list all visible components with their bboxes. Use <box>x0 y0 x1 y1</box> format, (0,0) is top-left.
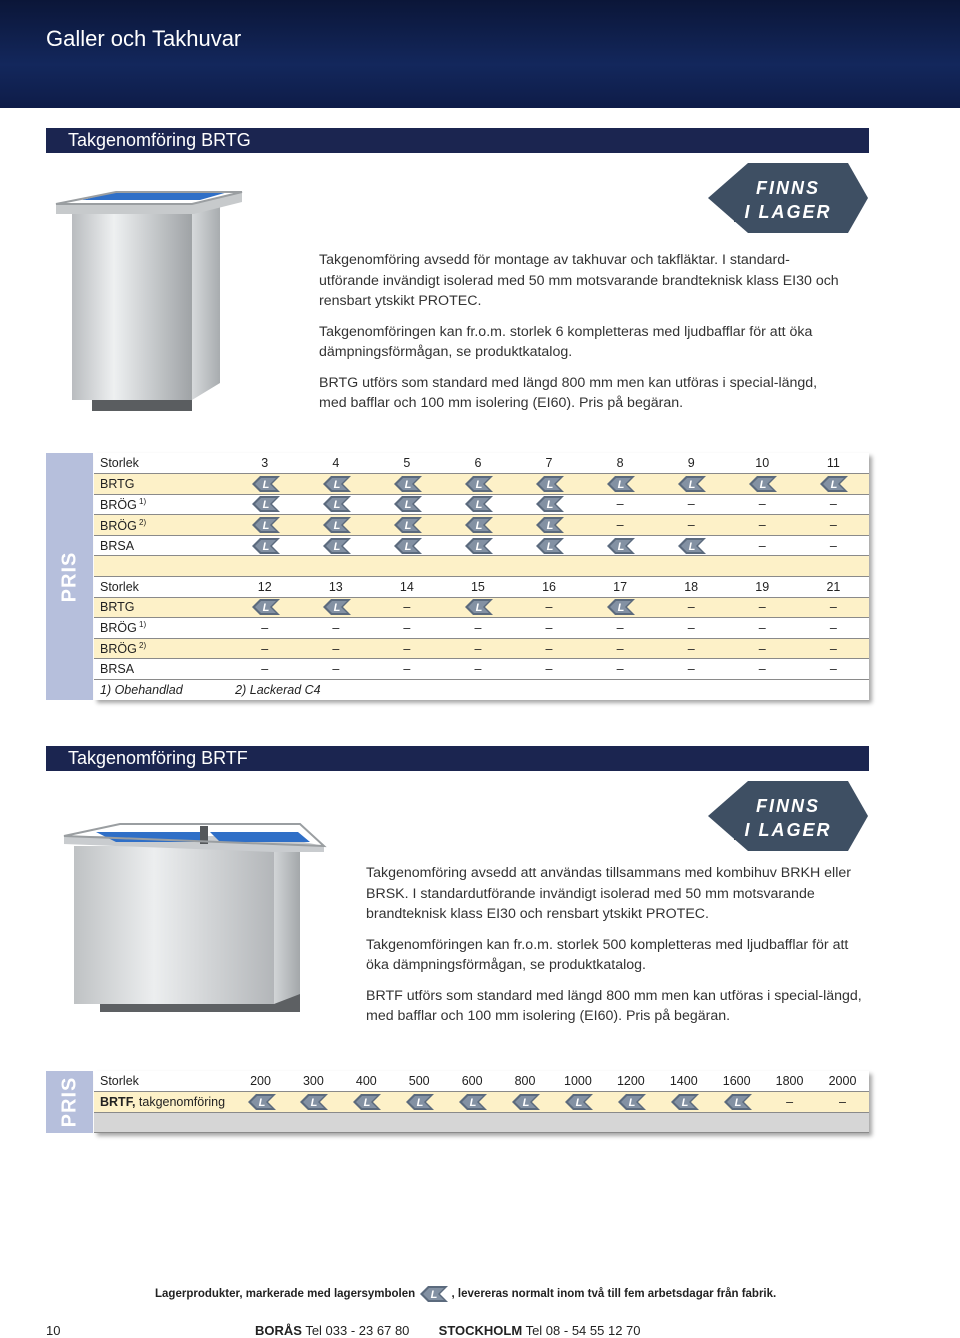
table-cell: – <box>371 659 442 680</box>
table-row <box>94 515 869 536</box>
l-stock-icon <box>536 538 562 554</box>
l-stock-icon <box>323 538 349 554</box>
brtg-pris-tab <box>46 453 93 700</box>
table-cell <box>300 474 371 495</box>
table-cell <box>442 474 513 495</box>
row-label: BRSA <box>94 535 229 556</box>
table-cell: – <box>371 597 442 618</box>
size-header: 800 <box>499 1071 552 1092</box>
table-row <box>94 638 869 659</box>
l-stock-icon <box>465 599 491 615</box>
size-header: 19 <box>727 577 798 598</box>
footer-note-after: , levereras normalt inom två till fem arbetsdagar från fabrik. <box>451 1288 777 1301</box>
size-header: 15 <box>442 577 513 598</box>
table-cell <box>234 1092 287 1113</box>
svg-text:L: L <box>430 1289 438 1301</box>
l-stock-icon <box>252 517 278 533</box>
top-banner <box>0 0 960 108</box>
table-cell <box>446 1092 499 1113</box>
l-stock-icon <box>465 538 491 554</box>
table-cell <box>340 1092 393 1113</box>
table-cell: – <box>798 494 869 515</box>
size-header: 5 <box>371 453 442 474</box>
table-cell: – <box>798 659 869 680</box>
svg-text:L: L <box>262 499 270 512</box>
size-header: 600 <box>446 1071 499 1092</box>
brtg-description <box>319 250 839 424</box>
storlek-header: Storlek <box>94 577 229 598</box>
svg-text:L: L <box>311 1096 318 1109</box>
svg-text:L: L <box>404 520 412 533</box>
row-label: BRSA <box>94 659 229 680</box>
table-cell: – <box>585 515 656 536</box>
size-header: 500 <box>393 1071 446 1092</box>
row-label: BRTG <box>94 597 229 618</box>
table-cell <box>657 1092 710 1113</box>
svg-text:L: L <box>688 478 696 491</box>
table-cell <box>371 494 442 515</box>
table-cell: – <box>513 597 584 618</box>
svg-text:L: L <box>617 478 625 491</box>
size-header: 17 <box>585 577 656 598</box>
table-cell: – <box>229 638 300 659</box>
table-cell <box>656 535 727 556</box>
l-stock-icon <box>618 1094 644 1110</box>
l-stock-icon <box>323 517 349 533</box>
l-stock-icon <box>252 476 278 492</box>
size-header: 12 <box>229 577 300 598</box>
svg-text:L: L <box>522 1096 530 1109</box>
brtf-paragraph-1: Takgenomföring avsedd att användas tillsammans med kombihuv BRKH eller BRSK. I standardutförande invändigt isolerad med 50 mm motsvarande brandteknisk klass EI30 och rensbart ytskikt PROTEC. <box>366 865 851 922</box>
brtg-paragraph-3: BRTG utförs som standard med längd 800 mm men kan utföras i special-längd, med bafflar och 100 mm isolering (EI60). Pris på begäran. <box>319 374 818 411</box>
svg-text:L: L <box>262 520 270 533</box>
brtf-description <box>366 863 871 1037</box>
l-stock-icon <box>394 517 420 533</box>
svg-text:L: L <box>617 540 625 553</box>
svg-text:L: L <box>475 540 483 553</box>
svg-text:L: L <box>404 499 412 512</box>
spacer-row <box>94 1112 869 1133</box>
footnote-1: 1) Obehandlad <box>94 680 229 701</box>
size-header: 1200 <box>604 1071 657 1092</box>
table-cell: – <box>300 618 371 639</box>
table-cell: – <box>727 515 798 536</box>
table-cell: – <box>300 659 371 680</box>
table-row <box>94 494 869 515</box>
l-stock-icon <box>252 599 278 615</box>
table-cell <box>656 474 727 495</box>
table-cell: – <box>798 638 869 659</box>
table-cell: – <box>656 618 727 639</box>
table-cell: – <box>656 515 727 536</box>
svg-text:L: L <box>262 478 270 491</box>
brtg-price-table <box>94 453 869 700</box>
table-cell <box>287 1092 340 1113</box>
svg-text:L: L <box>734 1096 742 1109</box>
table-cell: – <box>585 638 656 659</box>
brtf-price-table <box>94 1071 869 1133</box>
brtg-t2-header-row <box>94 577 869 598</box>
table-cell: – <box>442 659 513 680</box>
table-cell: – <box>229 659 300 680</box>
size-header: 14 <box>371 577 442 598</box>
table-cell: – <box>656 494 727 515</box>
brtf-header-row <box>94 1071 869 1092</box>
table-cell <box>442 494 513 515</box>
table-cell: – <box>816 1092 869 1113</box>
svg-text:L: L <box>475 499 483 512</box>
table-cell: – <box>798 618 869 639</box>
size-header: 1400 <box>657 1071 710 1092</box>
stockholm-tel: Tel 08 - 54 55 12 70 <box>522 1323 641 1338</box>
svg-text:L: L <box>688 540 696 553</box>
svg-text:L: L <box>404 540 412 553</box>
svg-text:L: L <box>404 478 412 491</box>
l-stock-icon <box>512 1094 538 1110</box>
table-row <box>94 1092 869 1113</box>
l-stock-icon <box>394 476 420 492</box>
table-cell: – <box>656 638 727 659</box>
l-stock-icon <box>671 1094 697 1110</box>
table-cell: – <box>513 618 584 639</box>
row-label: BRÖG $^{2)}$ <box>94 638 229 659</box>
size-header: 4 <box>300 453 371 474</box>
svg-text:L: L <box>681 1096 689 1109</box>
table-row <box>94 618 869 639</box>
table-cell <box>585 474 656 495</box>
size-header: 13 <box>300 577 371 598</box>
l-stock-icon <box>323 599 349 615</box>
table-cell <box>229 474 300 495</box>
table-cell <box>499 1092 552 1113</box>
footnote-row <box>94 680 869 701</box>
table-cell: – <box>727 597 798 618</box>
l-stock-icon <box>465 496 491 512</box>
row-label: BRÖG $^{2)}$ <box>94 515 229 536</box>
svg-text:L: L <box>628 1096 636 1109</box>
table-cell <box>300 597 371 618</box>
l-stock-icon <box>536 476 562 492</box>
badge2-line1: FINNS <box>756 796 820 816</box>
table-cell <box>798 474 869 495</box>
badge-line1: FINNS <box>756 178 820 198</box>
l-stock-icon <box>252 538 278 554</box>
l-stock-icon <box>607 538 633 554</box>
svg-text:L: L <box>262 602 270 615</box>
row-label: BRÖG $^{1)}$ <box>94 494 229 515</box>
svg-text:L: L <box>575 1096 583 1109</box>
table-cell <box>513 474 584 495</box>
footer-note <box>155 1286 776 1302</box>
table-cell <box>229 597 300 618</box>
table-cell <box>442 535 513 556</box>
brtg-paragraph-1: Takgenomföring avsedd för montage av takhuvar och takfläktar. I standard-utförande invändigt isolerad med 50 mm motsvarande brandteknisk klass EI30 och rensbart ytskikt PROTEC. <box>319 252 839 309</box>
l-stock-icon <box>607 476 633 492</box>
size-header: 7 <box>513 453 584 474</box>
table-cell: – <box>727 618 798 639</box>
size-header: 11 <box>798 453 869 474</box>
l-stock-icon <box>406 1094 432 1110</box>
boras-label: BORÅS <box>255 1323 302 1338</box>
svg-text:L: L <box>831 478 838 491</box>
badge-line2: I LAGER <box>744 202 832 222</box>
svg-text:L: L <box>546 540 554 553</box>
brtg-pris-label: PRIS <box>58 551 80 602</box>
table-cell <box>513 535 584 556</box>
size-header: 8 <box>585 453 656 474</box>
svg-text:L: L <box>262 540 270 553</box>
svg-text:L: L <box>258 1096 265 1109</box>
svg-text:L: L <box>333 499 341 512</box>
table-cell <box>229 515 300 536</box>
l-stock-icon <box>459 1094 485 1110</box>
l-stock-icon <box>536 517 562 533</box>
brtf-pris-label: PRIS <box>58 1076 80 1128</box>
table-cell <box>727 474 798 495</box>
table-cell: – <box>763 1092 816 1113</box>
size-header: 16 <box>513 577 584 598</box>
svg-text:L: L <box>333 520 341 533</box>
table-cell: – <box>798 597 869 618</box>
brtf-paragraph-2: Takgenomföringen kan fr.o.m. storlek 500 kompletteras med ljudbafflar för att öka dämpningsförmågan, se produktkatalog. <box>366 936 849 973</box>
svg-text:L: L <box>617 602 625 615</box>
svg-text:L: L <box>333 478 341 491</box>
table-cell <box>300 494 371 515</box>
svg-text:L: L <box>475 602 483 615</box>
footer-note-before: Lagerprodukter, markerade med lagersymbolen <box>155 1288 416 1301</box>
svg-text:L: L <box>475 478 483 491</box>
badge2-line2: I LAGER <box>744 820 832 840</box>
svg-text:L: L <box>416 1096 424 1109</box>
svg-text:L: L <box>333 540 341 553</box>
l-stock-icon <box>565 1094 591 1110</box>
l-stock-icon <box>749 476 775 492</box>
table-cell <box>604 1092 657 1113</box>
table-cell <box>229 494 300 515</box>
spacer-row <box>94 556 869 577</box>
finns-i-lager-badge <box>708 163 868 233</box>
footnote-2: 2) Lackerad C4 <box>229 680 869 701</box>
size-header: 18 <box>656 577 727 598</box>
table-cell: – <box>727 535 798 556</box>
page-number: 10 <box>46 1323 61 1338</box>
size-header: 300 <box>287 1071 340 1092</box>
table-cell: – <box>300 638 371 659</box>
brtf-heading: Takgenomföring BRTF <box>46 746 869 771</box>
svg-text:L: L <box>363 1096 371 1109</box>
l-stock-icon <box>678 538 704 554</box>
table-cell: – <box>798 515 869 536</box>
brtg-paragraph-2: Takgenomföringen kan fr.o.m. storlek 6 kompletteras med ljudbafflar för att öka dämpningsförmågan, se produktkatalog. <box>319 323 813 360</box>
table-cell <box>442 597 513 618</box>
size-header: 1600 <box>710 1071 763 1092</box>
table-cell: – <box>585 494 656 515</box>
table-cell <box>371 515 442 536</box>
svg-text:L: L <box>759 478 767 491</box>
l-stock-icon <box>607 599 633 615</box>
table-cell: – <box>442 618 513 639</box>
l-stock-icon <box>465 517 491 533</box>
size-header: 1800 <box>763 1071 816 1092</box>
l-stock-icon <box>252 496 278 512</box>
size-header: 21 <box>798 577 869 598</box>
table-cell <box>513 515 584 536</box>
table-cell: – <box>229 618 300 639</box>
size-header: 10 <box>727 453 798 474</box>
table-cell: – <box>727 494 798 515</box>
brtf-paragraph-3: BRTF utförs som standard med längd 800 mm men kan utföras i special-längd, med bafflar och 100 mm isolering (EI60). Pris på begäran. <box>366 987 862 1024</box>
size-header: 2000 <box>816 1071 869 1092</box>
row-label: BRÖG $^{1)}$ <box>94 618 229 639</box>
table-cell: – <box>442 638 513 659</box>
table-row <box>94 535 869 556</box>
table-row <box>94 474 869 495</box>
l-stock-icon <box>323 476 349 492</box>
table-cell: – <box>371 638 442 659</box>
table-cell <box>300 515 371 536</box>
table-cell: – <box>727 638 798 659</box>
l-stock-icon <box>394 496 420 512</box>
svg-text:L: L <box>475 520 483 533</box>
brtf-pris-tab <box>46 1071 93 1133</box>
l-stock-icon <box>300 1094 326 1110</box>
l-stock-icon <box>465 476 491 492</box>
size-header: 1000 <box>551 1071 604 1092</box>
footer-contact <box>255 1323 641 1338</box>
table-cell: – <box>727 659 798 680</box>
storlek-header: Storlek <box>94 453 229 474</box>
l-stock-icon <box>678 476 704 492</box>
table-cell <box>371 535 442 556</box>
table-cell <box>585 535 656 556</box>
l-stock-icon <box>420 1286 446 1302</box>
size-header: 3 <box>229 453 300 474</box>
table-cell <box>229 535 300 556</box>
l-stock-icon <box>323 496 349 512</box>
brtg-product-image <box>52 188 247 420</box>
brtg-t1-header-row <box>94 453 869 474</box>
size-header: 9 <box>656 453 727 474</box>
table-cell: – <box>798 535 869 556</box>
page-title: Galler och Takhuvar <box>46 26 242 51</box>
finns-i-lager-badge-2 <box>708 781 868 851</box>
svg-text:L: L <box>333 602 341 615</box>
storlek-header: Storlek <box>94 1071 234 1092</box>
svg-text:L: L <box>469 1096 477 1109</box>
table-cell <box>513 494 584 515</box>
row-label: BRTG <box>94 474 229 495</box>
svg-text:L: L <box>546 499 554 512</box>
svg-text:L: L <box>546 520 554 533</box>
l-stock-icon <box>724 1094 750 1110</box>
table-cell: – <box>513 638 584 659</box>
table-cell <box>393 1092 446 1113</box>
table-cell <box>300 535 371 556</box>
brtf-product-image <box>60 818 328 1024</box>
table-cell <box>551 1092 604 1113</box>
l-stock-icon <box>536 496 562 512</box>
size-header: 200 <box>234 1071 287 1092</box>
table-cell: – <box>656 597 727 618</box>
brtg-heading: Takgenomföring BRTG <box>46 128 869 153</box>
table-cell <box>710 1092 763 1113</box>
stockholm-label: STOCKHOLM <box>438 1323 523 1338</box>
table-cell: – <box>585 618 656 639</box>
table-cell: – <box>656 659 727 680</box>
table-cell <box>371 474 442 495</box>
row-label: BRTF, takgenomföring <box>94 1092 234 1113</box>
l-stock-icon <box>820 476 846 492</box>
table-cell: – <box>371 618 442 639</box>
l-stock-icon <box>353 1094 379 1110</box>
l-stock-icon <box>248 1094 274 1110</box>
l-stock-icon <box>394 538 420 554</box>
table-cell <box>442 515 513 536</box>
table-cell: – <box>585 659 656 680</box>
table-cell: – <box>513 659 584 680</box>
size-header: 6 <box>442 453 513 474</box>
svg-text:L: L <box>546 478 554 491</box>
boras-tel: Tel 033 - 23 67 80 <box>301 1323 410 1338</box>
size-header: 400 <box>340 1071 393 1092</box>
table-row <box>94 659 869 680</box>
table-row <box>94 597 869 618</box>
table-cell <box>585 597 656 618</box>
